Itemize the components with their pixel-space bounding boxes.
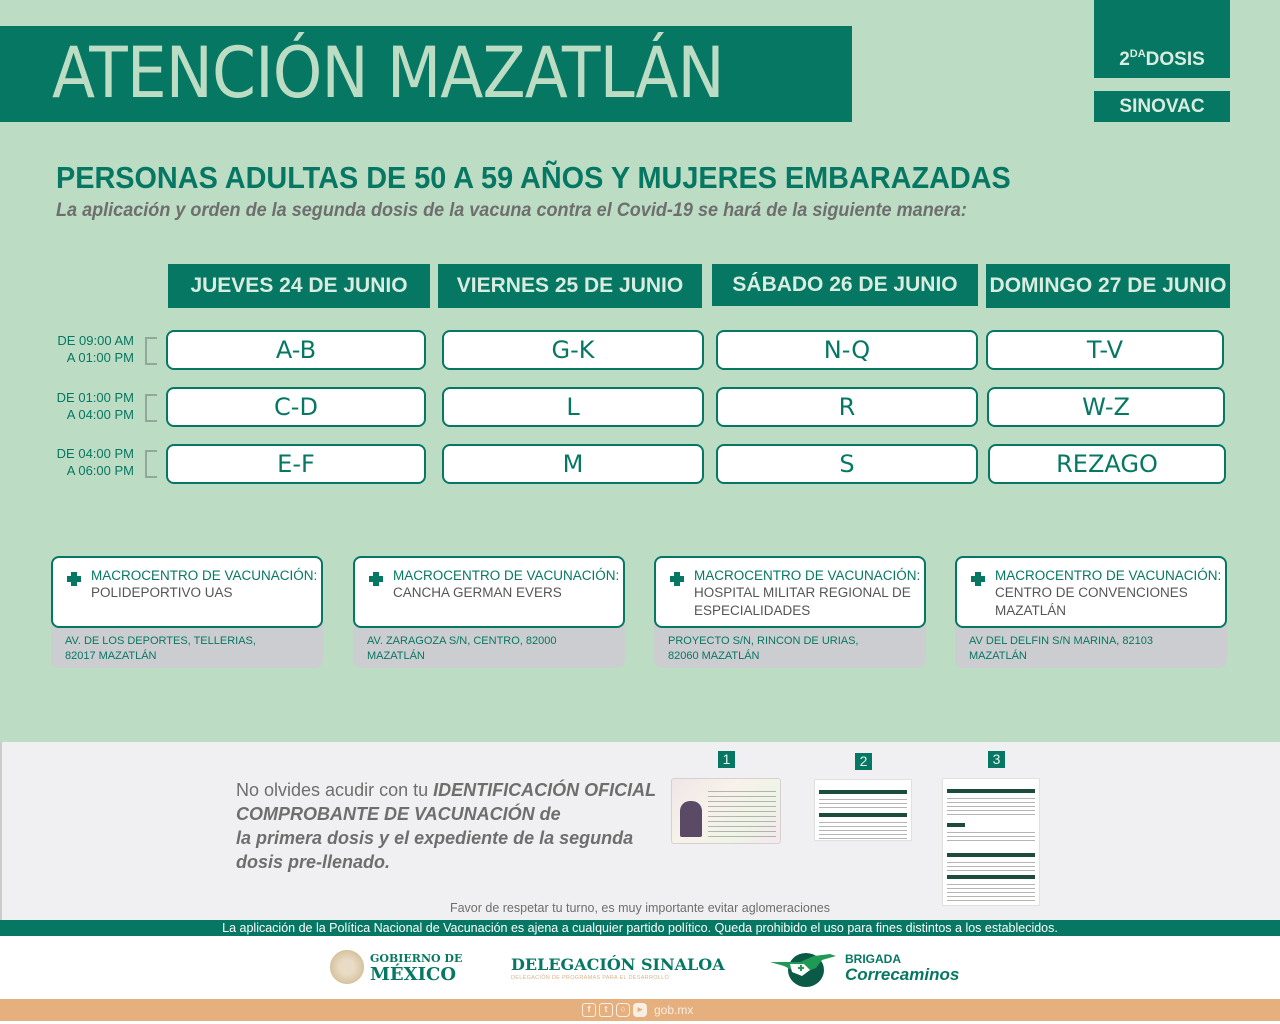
address-line-2: 82017 MAZATLÁN (65, 650, 157, 662)
address-line-2: MAZATLÁN (969, 650, 1027, 662)
address-line-1: AV. ZARAGOZA S/N, CENTRO, 82000 (367, 635, 557, 647)
day-header-sunday: DOMINGO 27 DE JUNIO (986, 264, 1230, 308)
title-banner (0, 26, 852, 122)
time-slot-1-to: A 01:00 PM (66, 350, 134, 365)
delegacion-logo-line-1: DELEGACIÓN SINALOA (511, 955, 725, 974)
letter-group-cell: T-V (986, 330, 1224, 370)
reminder-connector: de (534, 804, 561, 824)
form-header-bar (947, 789, 1035, 793)
day-header-friday: VIERNES 25 DE JUNIO (438, 264, 702, 308)
form-lines (947, 859, 1035, 871)
letter-group-cell: N-Q (716, 330, 978, 370)
letter-group-cell: M (442, 444, 704, 484)
letter-group-cell: R (716, 387, 978, 427)
letter-group-cell: C-D (166, 387, 426, 427)
address-line-1: AV. DE LOS DEPORTES, TELLERIAS, (65, 635, 256, 647)
center-address (969, 634, 1219, 664)
letter-group-cell: REZAGO (988, 444, 1226, 484)
letter-group-cell: W-Z (987, 387, 1225, 427)
form-lines (947, 795, 1035, 817)
form-header-bar (947, 853, 1035, 857)
vaccine-badge: SINOVAC (1094, 91, 1230, 122)
center-name: POLIDEPORTIVO UAS (91, 585, 233, 600)
vaccination-center-card (955, 556, 1227, 668)
form-section-bar (819, 813, 907, 817)
national-seal-icon (330, 950, 364, 984)
medical-cross-icon (971, 572, 985, 586)
address-line-1: PROYECTO S/N, RINCON DE URIAS, (668, 635, 859, 647)
reminder-rest: la primera dosis y el expediente de la segunda dosis pre-llenado. (236, 828, 634, 872)
day-header-saturday: SÁBADO 26 DE JUNIO (712, 264, 978, 306)
dose-superscript: DA (1129, 48, 1146, 60)
brigada-logo-line-2: Correcaminos (845, 965, 960, 984)
roadrunner-icon (770, 948, 836, 988)
center-address (65, 634, 315, 664)
brigada-logo-line-1: BRIGADA (845, 952, 901, 966)
twitter-icon[interactable]: t (599, 1003, 613, 1017)
center-name-box (353, 556, 625, 628)
id-photo-icon (680, 801, 702, 837)
center-label: MACROCENTRO DE VACUNACIÓN: (995, 568, 1222, 583)
reminder-prefix: No olvides acudir con tu (236, 780, 434, 800)
dose-badge (1094, 0, 1230, 78)
social-links (582, 1003, 693, 1017)
center-name: CANCHA GERMAN EVERS (393, 585, 562, 600)
page-title: ATENCIÓN MAZATLÁN (52, 32, 724, 114)
gob-logo-line-2: MÉXICO (370, 964, 457, 985)
center-label: MACROCENTRO DE VACUNACIÓN: (91, 568, 318, 583)
youtube-icon[interactable]: ▸ (633, 1003, 647, 1017)
vaccination-center-card (51, 556, 323, 668)
time-slot-2-to: A 04:00 PM (66, 407, 134, 422)
time-slot-3-to: A 06:00 PM (66, 463, 134, 478)
instagram-icon[interactable]: ○ (616, 1003, 630, 1017)
document-number-badge: 3 (988, 751, 1005, 768)
address-line-2: 82060 MAZATLÁN (668, 650, 760, 662)
requirements-reminder (236, 778, 676, 874)
form-lines (819, 819, 907, 839)
required-proof-doc: COMPROBANTE DE VACUNACIÓN (236, 804, 535, 824)
dose-number: 2 (1119, 49, 1130, 70)
delegacion-logo-line-2: DELEGACIÓN DE PROGRAMAS PARA EL DESARROLLO (511, 975, 670, 981)
address-line-2: MAZATLÁN (367, 650, 425, 662)
time-slot-3-from: DE 04:00 PM (56, 446, 134, 461)
medical-cross-icon (670, 572, 684, 586)
time-slot-1-from: DE 09:00 AM (57, 333, 134, 348)
second-dose-file-image (942, 778, 1040, 906)
medical-cross-icon (67, 572, 81, 586)
medical-cross-icon (369, 572, 383, 586)
vaccination-center-card (353, 556, 625, 668)
form-lines (947, 881, 1035, 903)
id-card-image (671, 778, 781, 844)
vaccination-proof-image (814, 779, 912, 841)
letter-group-cell: A-B (166, 330, 426, 370)
time-slot-3-label (34, 445, 134, 479)
facebook-icon[interactable]: f (582, 1003, 596, 1017)
time-slot-2-label (34, 389, 134, 423)
document-number-badge: 2 (855, 753, 872, 770)
letter-group-cell: G-K (442, 330, 704, 370)
letter-group-cell: E-F (166, 444, 426, 484)
required-id-doc: IDENTIFICACIÓN OFICIAL (433, 780, 657, 800)
address-line-1: AV DEL DELFIN S/N MARINA, 82103 (969, 635, 1154, 647)
center-label: MACROCENTRO DE VACUNACIÓN: (393, 568, 620, 583)
dose-label: DOSIS (1145, 49, 1205, 70)
center-name: CENTRO DE CONVENCIONES MAZATLÁN (995, 585, 1188, 618)
day-header-thursday: JUEVES 24 DE JUNIO (168, 264, 430, 308)
time-slot-2-from: DE 01:00 PM (56, 390, 134, 405)
form-tag-bar (947, 823, 965, 827)
form-lines (819, 796, 907, 810)
gob-logo-line-1: GOBIERNO DE (370, 952, 463, 965)
vaccination-center-card (654, 556, 926, 668)
center-address (367, 634, 617, 664)
bracket-icon (145, 337, 157, 365)
center-name-box (51, 556, 323, 628)
website-link[interactable]: gob.mx (654, 1003, 694, 1017)
center-name-box (955, 556, 1227, 628)
form-lines (947, 829, 1035, 841)
legal-disclaimer: La aplicación de la Política Nacional de Vacunación es ajena a cualquier partido político. Queda prohibido el uso para fines distintos a los establecidos. (0, 920, 1280, 936)
instructions-subheadline: La aplicación y orden de la segunda dosis de la vacuna contra el Covid-19 se hará de la siguiente manera: (56, 200, 967, 221)
time-slot-1-label (34, 332, 134, 366)
form-header-bar (819, 790, 907, 794)
bracket-icon (145, 450, 157, 478)
document-number-badge: 1 (718, 751, 735, 768)
letter-group-cell: L (442, 387, 704, 427)
form-section-bar (947, 875, 1035, 879)
id-text-lines (708, 787, 776, 837)
respect-turn-note: Favor de respetar tu turno, es muy importante evitar aglomeraciones (449, 901, 831, 915)
center-address (668, 634, 918, 664)
center-name: HOSPITAL MILITAR REGIONAL DE ESPECIALIDADES (694, 585, 911, 618)
bracket-icon (145, 394, 157, 422)
center-name-box (654, 556, 926, 628)
letter-group-cell: S (716, 444, 978, 484)
target-group-headline: PERSONAS ADULTAS DE 50 A 59 AÑOS Y MUJERES EMBARAZADAS (56, 160, 1011, 195)
center-label: MACROCENTRO DE VACUNACIÓN: (694, 568, 921, 583)
